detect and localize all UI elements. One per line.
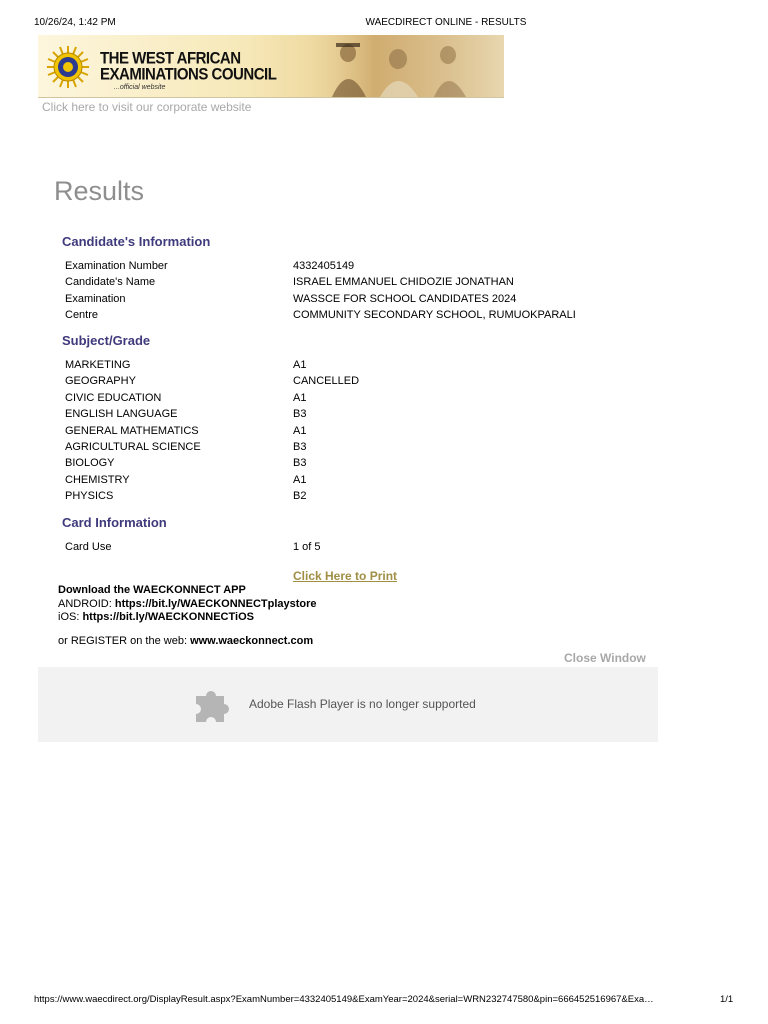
candidate-info-table xyxy=(65,258,576,324)
register-link[interactable]: www.waeckonnect.com xyxy=(190,634,314,647)
page-url: https://www.waecdirect.org/DisplayResult.aspx?ExamNumber=4332405149&ExamYear=2024&serial=WRN232747580&pin=666452516967&Exa… xyxy=(34,994,654,1005)
graduates-photo xyxy=(288,35,504,97)
subject-name: BIOLOGY xyxy=(65,457,115,470)
print-button[interactable]: Click Here to Print xyxy=(293,569,398,583)
table-row xyxy=(65,488,359,504)
print-date: 10/26/24, 1:42 PM xyxy=(34,17,116,28)
waec-seal-icon xyxy=(46,45,90,89)
card-use-label: Card Use xyxy=(65,541,112,553)
flash-placeholder xyxy=(38,667,658,742)
centre-label: Centre xyxy=(65,309,99,322)
exam-number-label: Examination Number xyxy=(65,260,168,272)
puzzle-piece-icon xyxy=(192,684,234,726)
subject-name: GEOGRAPHY xyxy=(65,375,136,388)
subject-grade: A1 xyxy=(293,424,307,437)
candidate-info-row xyxy=(65,274,576,290)
subject-name: CIVIC EDUCATION xyxy=(65,391,162,404)
candidate-info-row xyxy=(65,307,576,323)
subject-grade-table xyxy=(65,357,359,505)
centre-value: COMMUNITY SECONDARY SCHOOL, RUMUOKPARALI xyxy=(293,309,576,322)
table-row xyxy=(65,539,321,555)
subject-grade: A1 xyxy=(293,473,307,486)
subject-grade: A1 xyxy=(293,359,307,371)
subject-grade-heading: Subject/Grade xyxy=(62,333,151,348)
subject-name: PHYSICS xyxy=(65,490,114,503)
android-link[interactable]: https://bit.ly/WAECKONNECTplaystore xyxy=(114,597,317,610)
android-label: ANDROID: xyxy=(58,597,115,610)
register-label: or REGISTER on the web: xyxy=(58,634,191,647)
table-row xyxy=(65,472,359,488)
candidate-info-row xyxy=(65,258,576,274)
table-row xyxy=(65,390,359,406)
table-row xyxy=(65,439,359,455)
subject-name: CHEMISTRY xyxy=(65,473,130,486)
table-row xyxy=(65,357,359,373)
waeckonnect-info xyxy=(58,584,317,648)
card-use-value: 1 of 5 xyxy=(293,541,321,553)
subject-grade: B3 xyxy=(293,408,307,421)
table-row xyxy=(65,373,359,389)
ios-link[interactable]: https://bit.ly/WAECKONNECTiOS xyxy=(82,611,254,623)
table-row xyxy=(65,406,359,422)
org-tagline: ...official website xyxy=(114,84,166,91)
download-title: Download the WAECKONNECT APP xyxy=(58,584,246,596)
org-name-line1: THE WEST AFRICAN xyxy=(100,49,241,68)
candidate-info-heading: Candidate's Information xyxy=(62,234,211,249)
card-info-heading: Card Information xyxy=(62,515,167,530)
subject-name: AGRICULTURAL SCIENCE xyxy=(65,440,201,453)
examination-label: Examination xyxy=(65,292,126,305)
waec-banner xyxy=(38,35,504,98)
org-name-line2: EXAMINATIONS COUNCIL xyxy=(100,65,277,84)
subject-grade: B3 xyxy=(293,457,307,470)
page-title: Results xyxy=(54,176,145,206)
table-row xyxy=(65,455,359,471)
candidate-info-row xyxy=(65,291,576,307)
subject-grade: B2 xyxy=(293,490,307,503)
page-number: 1/1 xyxy=(720,994,734,1005)
ios-label: iOS: xyxy=(58,611,83,623)
exam-number-value: 4332405149 xyxy=(293,260,355,272)
subject-grade: CANCELLED xyxy=(293,375,360,388)
candidate-name-label: Candidate's Name xyxy=(65,276,156,289)
subject-name: ENGLISH LANGUAGE xyxy=(65,408,178,421)
corporate-website-link[interactable]: Click here to visit our corporate website xyxy=(42,100,252,114)
examination-value: WASSCE FOR SCHOOL CANDIDATES 2024 xyxy=(293,292,517,305)
subject-grade: A1 xyxy=(293,391,307,404)
subject-name: GENERAL MATHEMATICS xyxy=(65,424,199,437)
flash-unsupported-message: Adobe Flash Player is no longer supported xyxy=(249,697,476,711)
print-page-title: WAECDIRECT ONLINE - RESULTS xyxy=(365,17,527,28)
table-row xyxy=(65,423,359,439)
close-window-button[interactable]: Close Window xyxy=(564,651,646,665)
subject-name: MARKETING xyxy=(65,359,131,371)
subject-grade: B3 xyxy=(293,440,307,453)
candidate-name-value: ISRAEL EMMANUEL CHIDOZIE JONATHAN xyxy=(293,276,514,289)
card-info-table xyxy=(65,539,321,555)
